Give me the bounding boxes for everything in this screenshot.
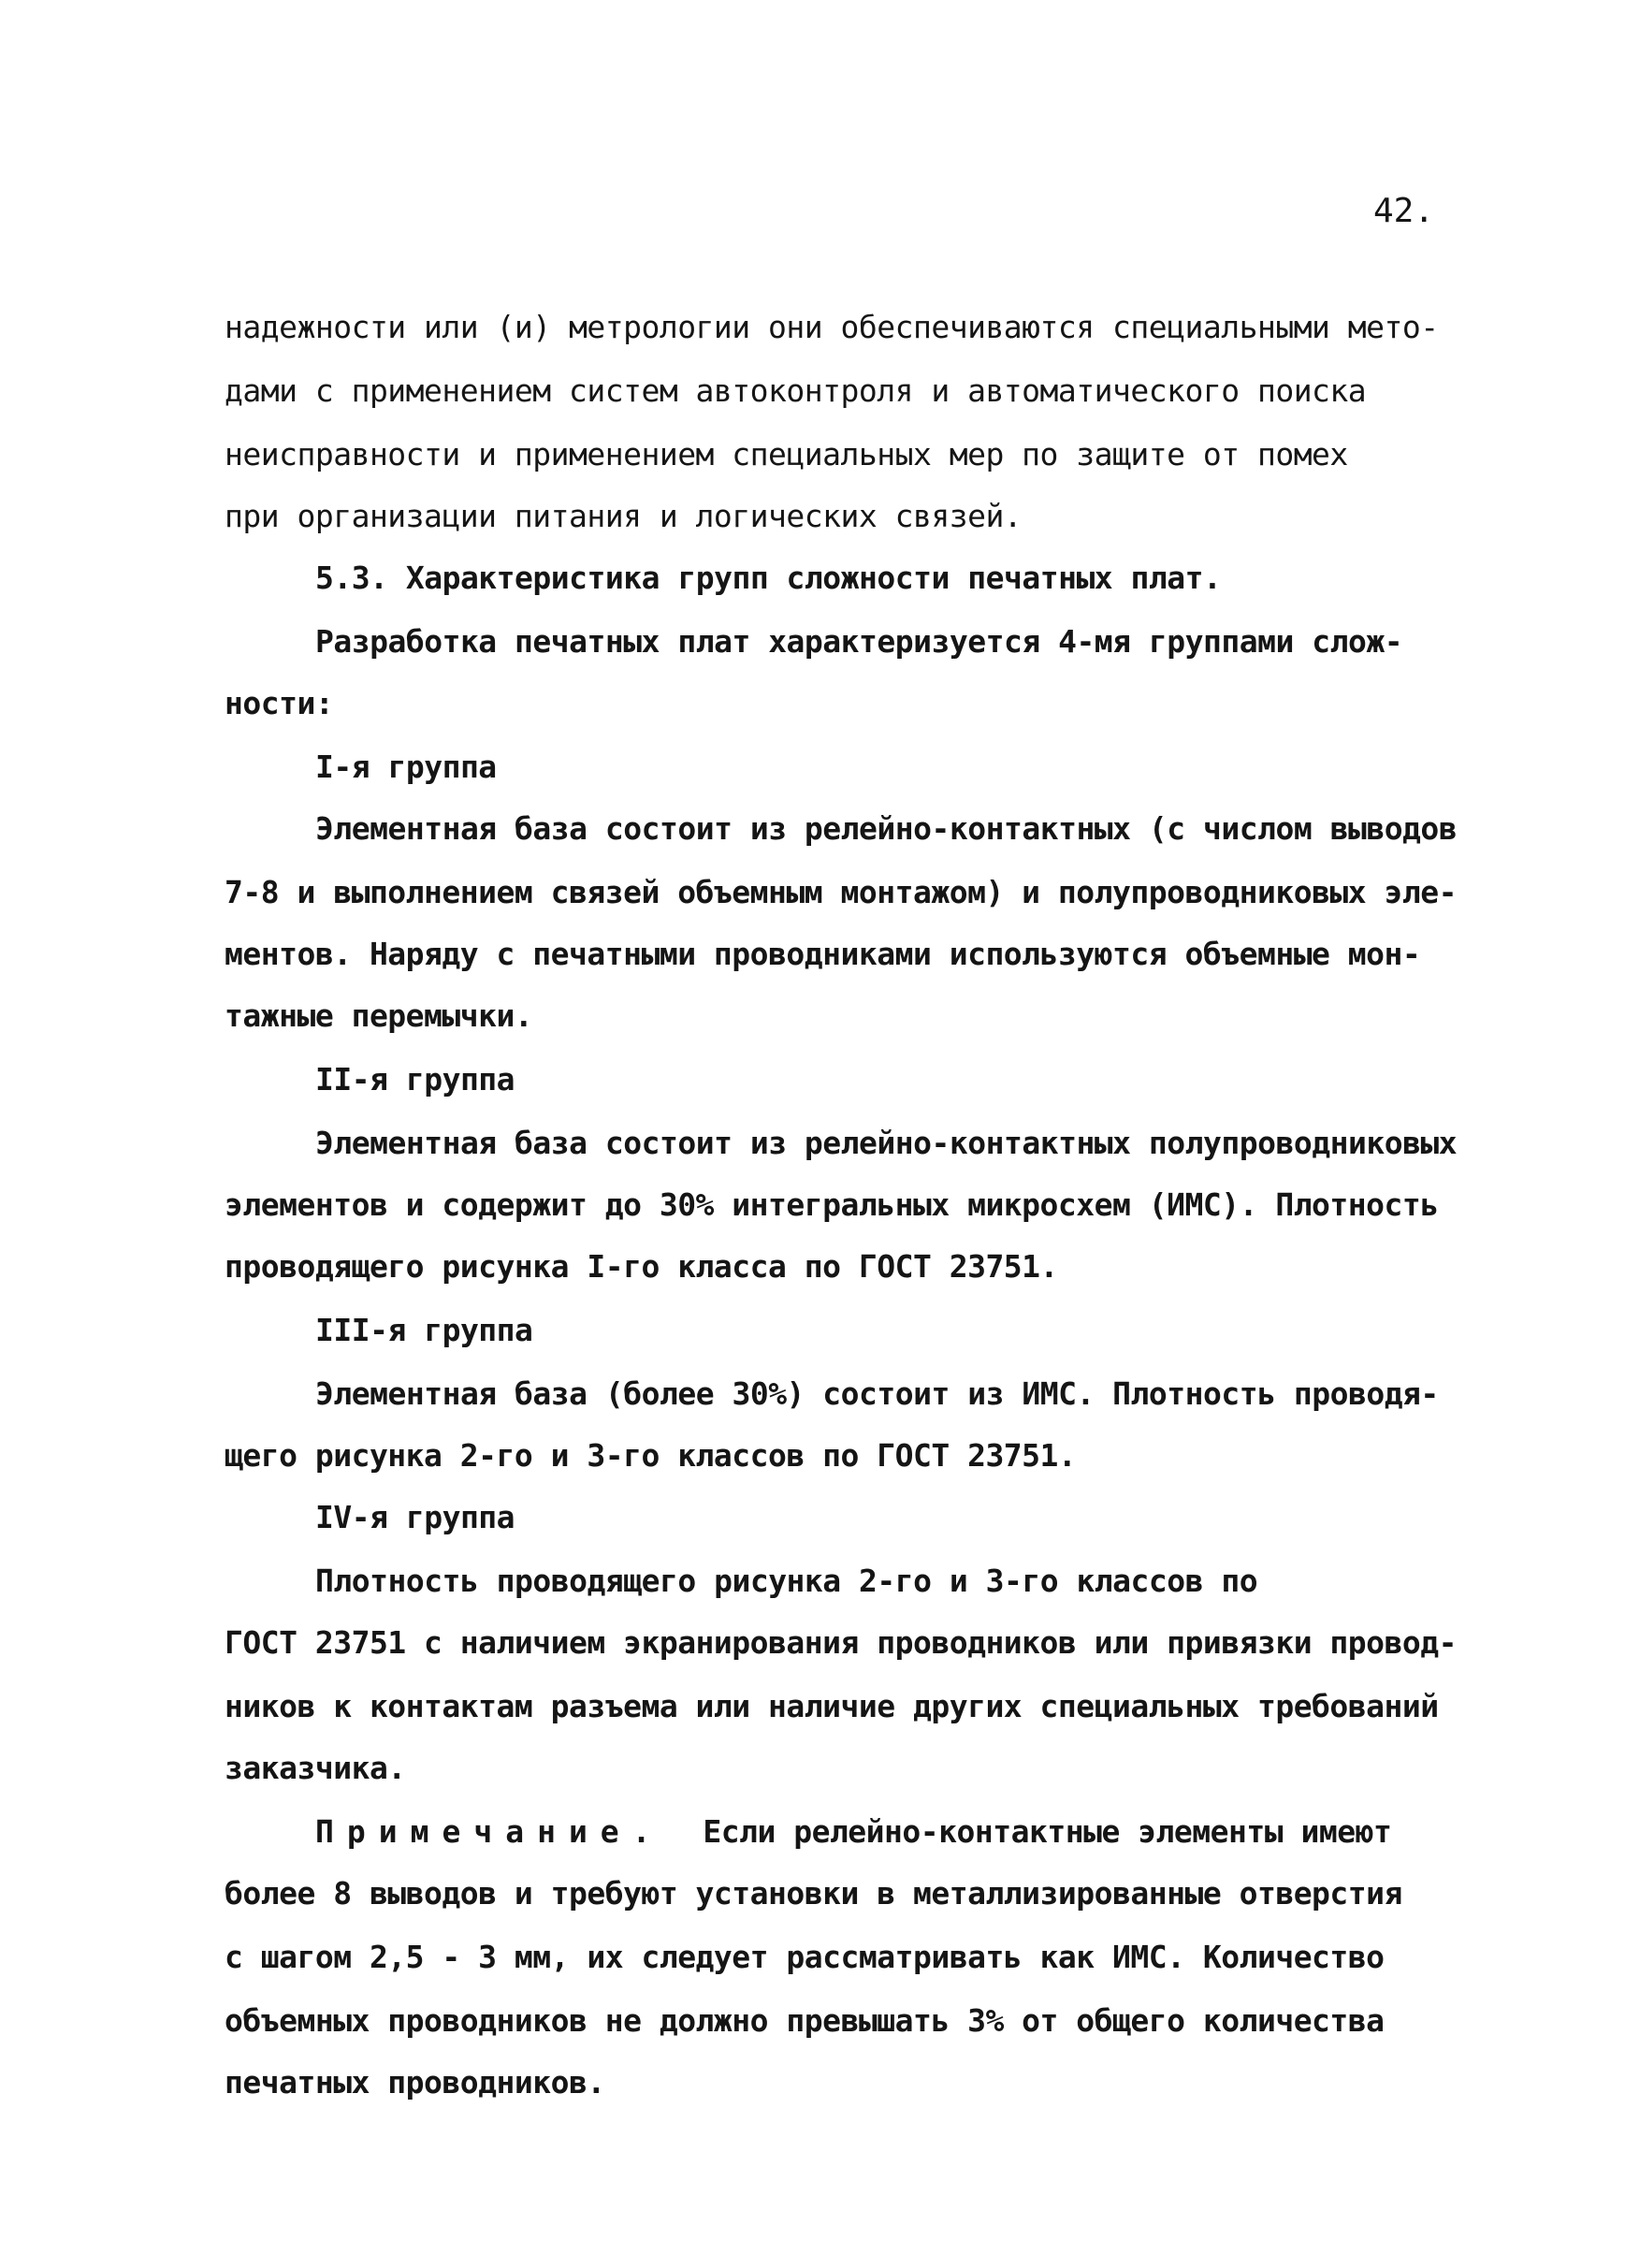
text-line: Разработка печатных плат характеризуется 4-мя группами слож- — [315, 623, 1403, 660]
text-line: Если релейно-контактные элементы имеют — [685, 1813, 1392, 1850]
group-heading: IV-я группа — [315, 1499, 515, 1535]
text-line: 7-8 и выполнением связей объемным монтажом) и полупроводниковых эле- — [225, 874, 1458, 910]
text-line: ментов. Наряду с печатными проводниками используются объемные мон- — [225, 936, 1421, 972]
section-heading: 5.3. Характеристика групп сложности печатных плат. — [315, 560, 1222, 596]
page-number: 42. — [1373, 192, 1435, 230]
group-heading: II-я группа — [315, 1061, 515, 1098]
text-line: печатных проводников. — [225, 2064, 605, 2101]
text-line: элементов и содержит до 30% интегральных микросхем (ИМС). Плотность — [225, 1186, 1439, 1223]
text-line: при организации питания и логических связей. — [225, 498, 1023, 534]
text-line: Плотность проводящего рисунка 2-го и 3-го классов по — [315, 1563, 1258, 1599]
text-line: более 8 выводов и требуют установки в металлизированные отверстия — [225, 1875, 1402, 1912]
note-label: Примечание. — [315, 1813, 664, 1850]
group-heading: I-я группа — [315, 749, 497, 785]
text-line: дами с применением систем автоконтроля и автоматического поиска — [225, 372, 1367, 409]
text-line: неисправности и применением специальных мер по защите от помех — [225, 436, 1348, 472]
text-line: проводящего рисунка I-го класса по ГОСТ 23751. — [225, 1248, 1058, 1285]
text-line: с шагом 2,5 - 3 мм, их следует рассматривать как ИМС. Количество — [225, 1939, 1385, 1975]
text-line: Элементная база состоит из релейно-контактных (с числом выводов — [315, 810, 1458, 847]
text-line: ников к контактам разъема или наличие других специальных требований — [225, 1688, 1439, 1724]
text-line: Элементная база состоит из релейно-контактных полупроводниковых — [315, 1125, 1458, 1161]
text-line: щего рисунка 2-го и 3-го классов по ГОСТ 23751. — [225, 1437, 1077, 1474]
text-line: надежности или (и) метрологии они обеспечиваются специальными мето- — [225, 309, 1439, 345]
text-line: объемных проводников не должно превышать 3% от общего количества — [225, 2002, 1385, 2039]
group-heading: III-я группа — [315, 1312, 533, 1348]
text-line: Элементная база (более 30%) состоит из ИМС. Плотность проводя- — [315, 1375, 1439, 1412]
text-line: ГОСТ 23751 с наличием экранирования проводников или привязки провод- — [225, 1624, 1458, 1661]
text-line: тажные перемычки. — [225, 997, 533, 1034]
text-line: заказчика. — [225, 1750, 406, 1786]
text-line: ности: — [225, 685, 334, 721]
